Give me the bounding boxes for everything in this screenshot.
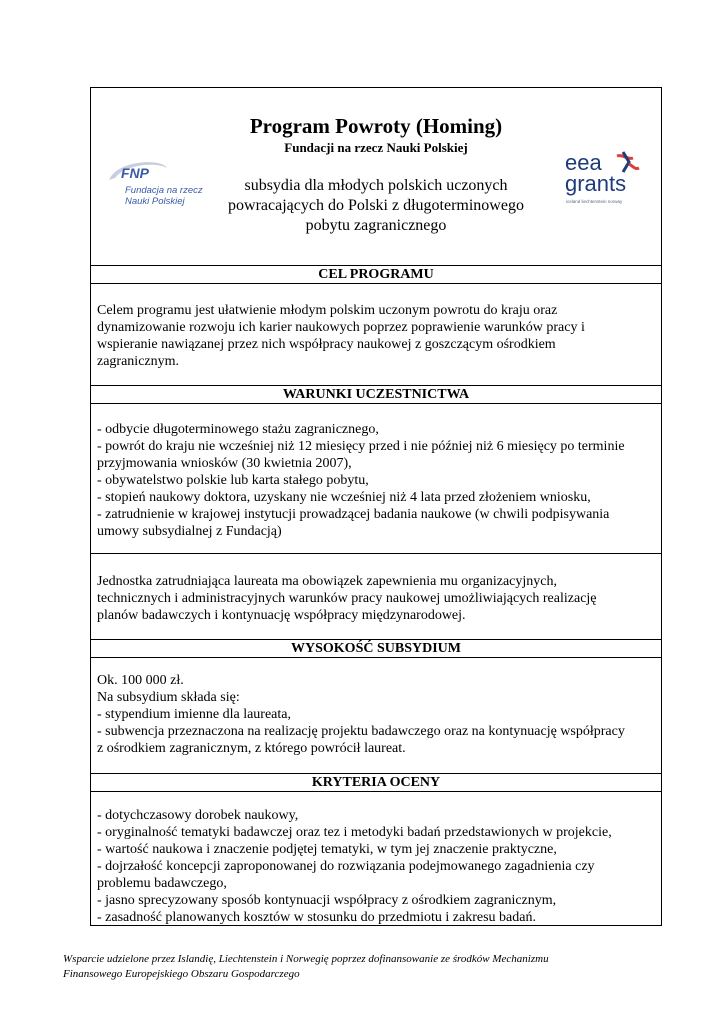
description-line: subsydia dla młodych polskich uczonych <box>244 177 508 194</box>
list-item: - powrót do kraju nie wcześniej niż 12 miesięcy przed i nie później niż 6 miesięcy po terminie <box>97 439 625 454</box>
list-item: - odbycie długoterminowego stażu zagranicznego, <box>97 422 379 437</box>
list-item: - stypendium imienne dla laureata, <box>97 707 291 722</box>
list-item: - jasno sprecyzowany sposób kontynuacji współpracy z ośrodkiem zagranicznym, <box>97 893 557 908</box>
document-frame <box>90 87 662 926</box>
section-body-cel <box>97 302 657 370</box>
fnp-logo <box>107 158 207 208</box>
eea-grants-logo <box>565 150 645 210</box>
page-footer <box>63 952 663 982</box>
section-heading-kryteria: KRYTERIA OCENY <box>91 773 661 792</box>
fnp-name-line: Nauki Polskiej <box>125 196 185 207</box>
section-heading-warunki: WARUNKI UCZESTNICTWA <box>91 385 661 404</box>
list-item: - oryginalność tematyki badawczej oraz tez i metodyki badań przedstawionych w projekcie, <box>97 825 612 840</box>
description-line: powracających do Polski z długoterminowego <box>228 197 524 214</box>
description-line: pobytu zagranicznego <box>305 217 447 234</box>
grants-word: grants <box>565 171 627 196</box>
text-line: technicznych i administracyjnych warunków pracy naukowej umożliwiających realizację <box>97 591 597 606</box>
eea-ribbon-icon <box>613 150 641 176</box>
section-divider <box>91 553 661 554</box>
section-heading-subsydium: WYSOKOŚĆ SUBSYDIUM <box>91 639 661 658</box>
section-body-kryteria <box>97 807 657 926</box>
text-line: wspieranie nawiązanej przez nich współpracy naukowej z goszczącym ośrodkiem <box>97 337 556 352</box>
footer-line: Wsparcie udzielone przez Islandię, Liechtenstein i Norwegię poprzez dofinansowanie ze środków Mechanizmu <box>63 953 549 965</box>
list-item: - subwencja przeznaczona na realizację projektu badawczego oraz na kontynuację współpracy <box>97 724 625 739</box>
list-item: z ośrodkiem zagranicznym, z którego powrócił laureat. <box>97 741 406 756</box>
eea-tagline: iceland liechtenstein norway <box>566 199 623 204</box>
fnp-name-line: Fundacja na rzecz <box>125 185 203 196</box>
text-line: planów badawczych i kontynuację współpracy międzynarodowej. <box>97 608 466 623</box>
fnp-abbr: FNP <box>121 165 149 181</box>
document-header <box>91 88 661 266</box>
section-body-subsydium <box>97 672 657 757</box>
list-item: - dotychczasowy dorobek naukowy, <box>97 808 299 823</box>
program-description <box>201 176 551 236</box>
list-item: umowy subsydialnej z Fundacją) <box>97 524 282 539</box>
list-item: - zatrudnienie w krajowej instytucji prowadzącej badania naukowe (w chwili podpisywania <box>97 507 610 522</box>
list-item: przyjmowania wniosków (30 kwietnia 2007), <box>97 456 352 471</box>
list-item: - dojrzałość koncepcji zaproponowanej do rozwiązania podejmowanego zagadnienia czy <box>97 859 595 874</box>
list-item: - stopień naukowy doktora, uzyskany nie wcześniej niż 4 lata przed złożeniem wniosku, <box>97 490 591 505</box>
page-title: Program Powroty (Homing) <box>249 114 503 138</box>
text-line: dynamizowanie rozwoju ich karier naukowych poprzez poprawienie warunków pracy i <box>97 320 585 335</box>
footer-line: Finansowego Europejskiego Obszaru Gospodarczego <box>63 968 300 980</box>
text-line: Jednostka zatrudniająca laureata ma obowiązek zapewnienia mu organizacyjnych, <box>97 574 557 589</box>
page-subtitle: Fundacji na rzecz Nauki Polskiej <box>284 140 468 155</box>
text-line: zagranicznym. <box>97 354 180 369</box>
text-line: Na subsydium składa się: <box>97 690 240 705</box>
section-body-warunki <box>97 421 657 540</box>
eea-word: eea <box>565 150 602 175</box>
section-heading-cel: CEL PROGRAMU <box>91 265 661 284</box>
section-note-warunki <box>97 573 657 624</box>
text-line: Celem programu jest ułatwienie młodym polskim uczonym powrotu do kraju oraz <box>97 303 558 318</box>
list-item: - wartość naukowa i znaczenie podjętej tematyki, w tym jej znaczenie praktyczne, <box>97 842 557 857</box>
list-item: - zasadność planowanych kosztów w stosunku do przedmiotu i zakresu badań. <box>97 910 536 925</box>
list-item: problemu badawczego, <box>97 876 227 891</box>
list-item: - obywatelstwo polskie lub karta stałego pobytu, <box>97 473 369 488</box>
text-line: Ok. 100 000 zł. <box>97 673 184 688</box>
fnp-name <box>125 185 203 207</box>
